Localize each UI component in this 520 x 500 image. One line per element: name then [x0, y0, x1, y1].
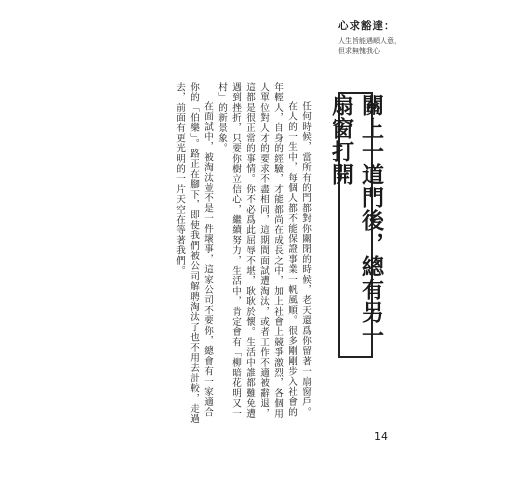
chapter-title-box [328, 92, 384, 358]
paragraph-2: 在人的一生中，每個人都不能保證事業一帆風順。很多剛剛步入社會的年輕人，自身的經驗，才能都尚在成長之中，加上社會上競爭激烈，各個用人單位對人才的要求不盡相同，這期間面試遭淘汰，或者工作不適被辭退，這都是很正常的事情。你不必爲此屈辱不堪，耿耿於懷。生活中誰都難免遭遇到挫折，只要你樹立信心，繼續努力，生活中，肯定會有「柳暗花明又一村」的新景象。 [216, 82, 297, 419]
paragraph-3: 在面試中，被淘汰並不是一件壞事，這家公司不要你，總會有一家適合你的「伯樂」。路正在腳下，即使我們被公司解聘淘汰了也不用去計較，走過去，前面有更光明的一片天空在等著我們。 [174, 82, 213, 424]
section-header [338, 18, 458, 56]
body-text [142, 82, 312, 424]
paragraph-1: 任何時候，當所有的門都對你關閉的時候，老天還爲你留著一扇窗戶。 [300, 101, 311, 418]
page-number: 14 [374, 430, 388, 443]
section-subtitle-line-2: 但求無愧我心 [338, 47, 380, 55]
section-title [338, 18, 458, 33]
chapter-title: 關上一道門後，總有另一扇窗打開 [328, 94, 384, 347]
section-subtitle [338, 36, 458, 56]
section-title-text: 心求豁達： [338, 20, 396, 32]
section-subtitle-line-1: 人生旨能遇順人意， [338, 37, 401, 45]
